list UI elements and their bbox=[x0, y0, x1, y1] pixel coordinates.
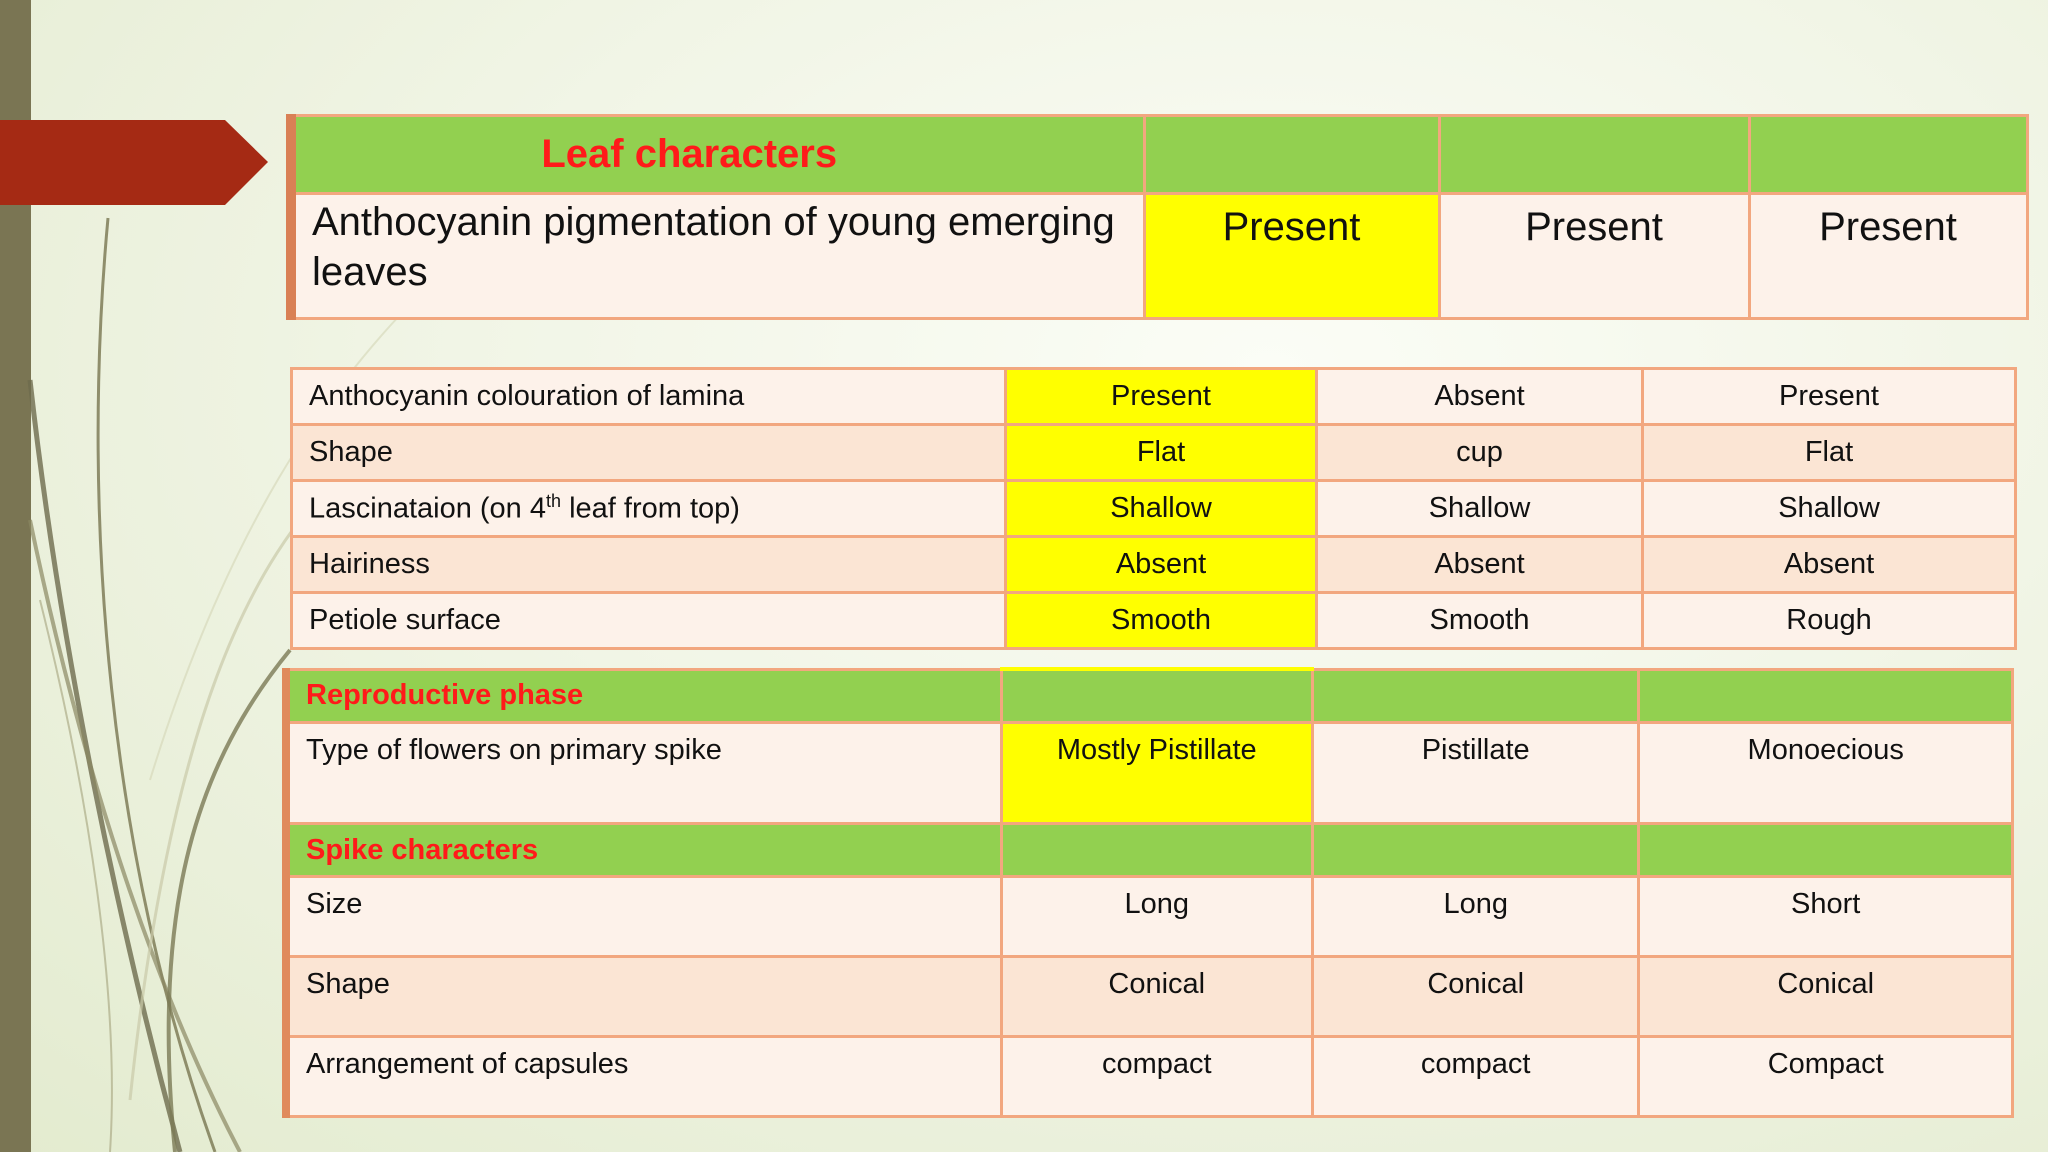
value-cell: Compact bbox=[1639, 1037, 2013, 1117]
row-label: Size bbox=[286, 877, 1001, 957]
header-cell bbox=[1001, 824, 1312, 877]
table-row bbox=[286, 1037, 2013, 1117]
row-label: Petiole surface bbox=[292, 593, 1006, 649]
row-label: Hairiness bbox=[292, 537, 1006, 593]
value-cell: Absent bbox=[1317, 537, 1643, 593]
header-cell bbox=[1144, 116, 1439, 194]
superscript-th: th bbox=[546, 491, 562, 512]
value-cell-highlighted: Absent bbox=[1006, 537, 1317, 593]
table-row bbox=[292, 481, 2016, 537]
leaf-characters-table bbox=[286, 114, 2029, 320]
value-cell: Present bbox=[1439, 194, 1749, 319]
table-row bbox=[292, 537, 2016, 593]
header-cell bbox=[1639, 824, 2013, 877]
header-cell bbox=[1749, 116, 2027, 194]
header-cell bbox=[1312, 669, 1638, 723]
value-cell: Long bbox=[1312, 877, 1638, 957]
value-cell-highlighted: Mostly Pistillate bbox=[1001, 723, 1312, 824]
table-row bbox=[292, 369, 2016, 425]
value-cell: Absent bbox=[1643, 537, 2016, 593]
section-header-row bbox=[286, 669, 2013, 723]
value-cell-highlighted: Flat bbox=[1006, 425, 1317, 481]
leaf-header-row bbox=[291, 116, 2027, 194]
row-label: Type of flowers on primary spike bbox=[286, 723, 1001, 824]
value-cell: Shallow bbox=[1643, 481, 2016, 537]
row-label: Shape bbox=[292, 425, 1006, 481]
value-cell: Absent bbox=[1317, 369, 1643, 425]
row-label-text: leaf from top) bbox=[561, 492, 740, 525]
value-cell: Conical bbox=[1312, 957, 1638, 1037]
arrow-banner bbox=[0, 120, 270, 205]
value-cell-highlighted: Shallow bbox=[1006, 481, 1317, 537]
value-cell: Short bbox=[1639, 877, 2013, 957]
leaf-characters-title: Leaf characters bbox=[291, 116, 1144, 194]
header-cell bbox=[1001, 669, 1312, 723]
table-row bbox=[286, 723, 2013, 824]
value-cell: Shallow bbox=[1317, 481, 1643, 537]
value-cell-highlighted: Long bbox=[1001, 877, 1312, 957]
value-cell: Rough bbox=[1643, 593, 2016, 649]
section-header-row bbox=[286, 824, 2013, 877]
value-cell-highlighted: Present bbox=[1006, 369, 1317, 425]
row-label: Arrangement of capsules bbox=[286, 1037, 1001, 1117]
value-cell: compact bbox=[1312, 1037, 1638, 1117]
value-cell-highlighted: Present bbox=[1144, 194, 1439, 319]
table-row bbox=[292, 425, 2016, 481]
value-cell: Present bbox=[1643, 369, 2016, 425]
value-cell: Present bbox=[1749, 194, 2027, 319]
value-cell-highlighted: Conical bbox=[1001, 957, 1312, 1037]
value-cell: Flat bbox=[1643, 425, 2016, 481]
value-cell-highlighted: compact bbox=[1001, 1037, 1312, 1117]
spike-characters-title: Spike characters bbox=[286, 824, 1001, 877]
table-row bbox=[286, 957, 2013, 1037]
value-cell-highlighted: Smooth bbox=[1006, 593, 1317, 649]
header-cell bbox=[1439, 116, 1749, 194]
value-cell: cup bbox=[1317, 425, 1643, 481]
row-label: Shape bbox=[286, 957, 1001, 1037]
lamina-characters-table bbox=[290, 367, 2017, 650]
row-label: Anthocyanin pigmentation of young emerging leaves bbox=[291, 194, 1144, 319]
row-label: Anthocyanin colouration of lamina bbox=[292, 369, 1006, 425]
row-label bbox=[292, 481, 1006, 537]
reproductive-phase-title: Reproductive phase bbox=[286, 669, 1001, 723]
table-row bbox=[292, 593, 2016, 649]
header-cell bbox=[1639, 669, 2013, 723]
header-cell bbox=[1312, 824, 1638, 877]
reproductive-spike-table bbox=[282, 667, 2014, 1118]
table-row bbox=[286, 877, 2013, 957]
value-cell: Smooth bbox=[1317, 593, 1643, 649]
value-cell: Monoecious bbox=[1639, 723, 2013, 824]
row-label-text: Lascinataion (on 4 bbox=[309, 492, 546, 525]
value-cell: Pistillate bbox=[1312, 723, 1638, 824]
table-row bbox=[291, 194, 2027, 319]
value-cell: Conical bbox=[1639, 957, 2013, 1037]
